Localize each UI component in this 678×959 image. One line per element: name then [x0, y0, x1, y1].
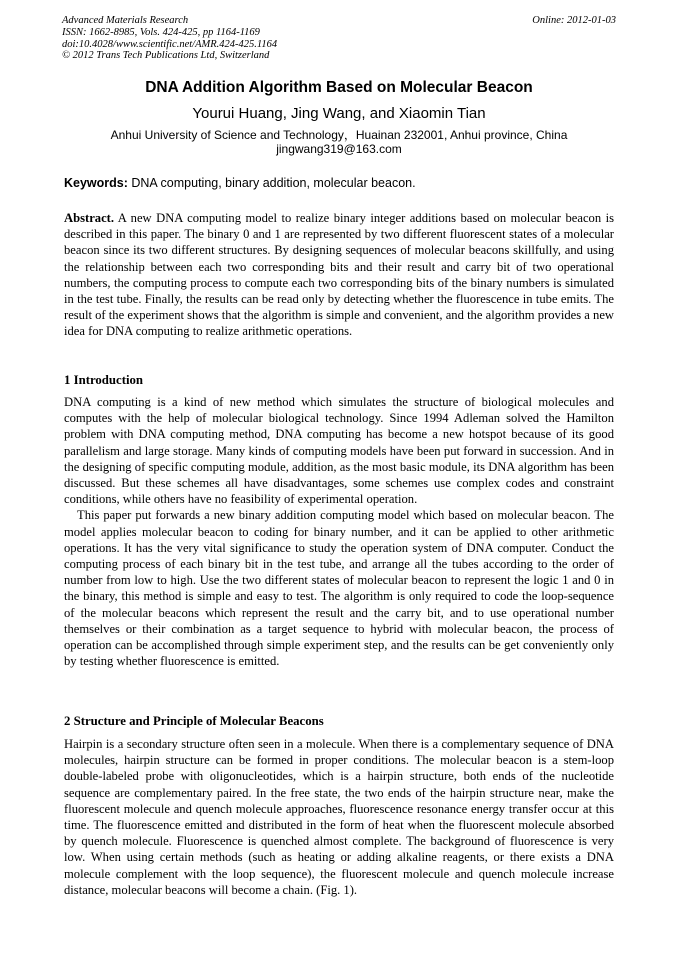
- paragraph: Hairpin is a secondary structure often seen in a molecule. When there is a complementary sequence of DNA molecules, hairpin structure can be formed in proper conditions. The molecular beacon is a stem-loop double-labeled probe with oligonucleotides, which is a hairpin structure, both ends of the nucleotide sequence are complementary paired. In the free state, the two ends of the hairpin structure near, make the fluorescent molecule and quench molecule approaches, fluorescence resonance energy transfer occur at this time. The fluorescence emitted and distributed in the form of heat when the fluorescent molecule absorbed by quench molecule. Fluorescence is quenched almost complete. The background of fluorescence is very low. When using certain methods (such as heating or adding alkaline reagents, or there exists a DNA molecule complement with the loop sequence), the fluorescent molecule and quench molecule increase distance, molecular beacons will become a chain. (Fig. 1).: [64, 737, 614, 897]
- abstract: [64, 210, 614, 340]
- affiliation: Anhui University of Science and Technology，Huainan 232001, Anhui province, China: [110, 128, 568, 142]
- author-email: jingwang319@163.com: [276, 142, 402, 156]
- keywords-label: Keywords:: [64, 176, 128, 190]
- keywords: [64, 176, 416, 190]
- section-heading-introduction: 1 Introduction: [64, 373, 144, 387]
- journal-name: Advanced Materials Research: [62, 15, 189, 26]
- publication-info: [62, 15, 277, 62]
- author-list: Yourui Huang, Jing Wang, and Xiaomin Tian: [192, 105, 486, 122]
- abstract-label: Abstract.: [64, 211, 115, 225]
- doi-line: doi:10.4028/www.scientific.net/AMR.424-425.1164: [62, 38, 278, 50]
- keywords-text: DNA computing, binary addition, molecular beacon.: [127, 176, 416, 190]
- paragraph: This paper put forwards a new binary addition computing model which based on molecular beacon. The model applies molecular beacon to coding for binary number, and it can be applied to other arithmetic operations. It has the very vital significance to study the operation system of DNA computer. Conduct the computing process of each binary bit in the test tube, and arrange all the tubes according to the order of number from low to high. Use the two different states of molecular beacon to represent the logic 1 and 0 in the binary, this method is simple and easy to test. The algorithm is only required to code the loop-sequence of the molecular beacons which represent the result and the carry bit, and to use operational number themselves or their combination as a target sequence to hybrid with molecular beacon, the process of operation can be accomplished through simple experiment step, and the results can be get conveniently only by testing whether fluorescence is emitted.: [64, 508, 614, 669]
- section-body-structure: [64, 736, 614, 898]
- section-body-introduction: [64, 394, 614, 669]
- paper-title: DNA Addition Algorithm Based on Molecular Beacon: [145, 79, 533, 96]
- abstract-text: A new DNA computing model to realize binary integer additions based on molecular beacon is described in this paper. The binary 0 and 1 are represented by two different fluorescent states of a molecular beacon since its two different structures. By designing sequences of molecular beacons skillfully, and using the relationship between each two corresponding bits and their result and carry bit of two operational numbers, the computing process to compute each two corresponding bits of the binary numbers is simulated in the test tube. Finally, the results can be read only by detecting whether the fluorescence in tube emits. The result of the experiment shows that the algorithm is simple and convenient, and the algorithm provides a new idea for DNA computing to realize arithmetic operations.: [64, 211, 614, 339]
- paragraph: DNA computing is a kind of new method which simulates the structure of biological molecules and computes with the help of molecular biological technology. Since 1994 Adleman solved the Hamilton problem with DNA computing method, DNA computing has become a new hotspot because of its good parallelism and large storage. Many kinds of computing models have been put forward in succession. And in the designing of specific computing module, addition, as the most basic module, its DNA algorithm has been discussed. But these schemes all have disadvantages, some schemes use complex codes and constraint conditions, while others have no feasibility of experimental operation.: [64, 395, 614, 507]
- section-heading-structure: 2 Structure and Principle of Molecular Beacons: [64, 714, 324, 728]
- online-date: Online: 2012-01-03: [532, 15, 616, 26]
- issn-line: ISSN: 1662-8985, Vols. 424-425, pp 1164-1169: [62, 26, 260, 38]
- copyright-line: © 2012 Trans Tech Publications Ltd, Switzerland: [62, 50, 270, 62]
